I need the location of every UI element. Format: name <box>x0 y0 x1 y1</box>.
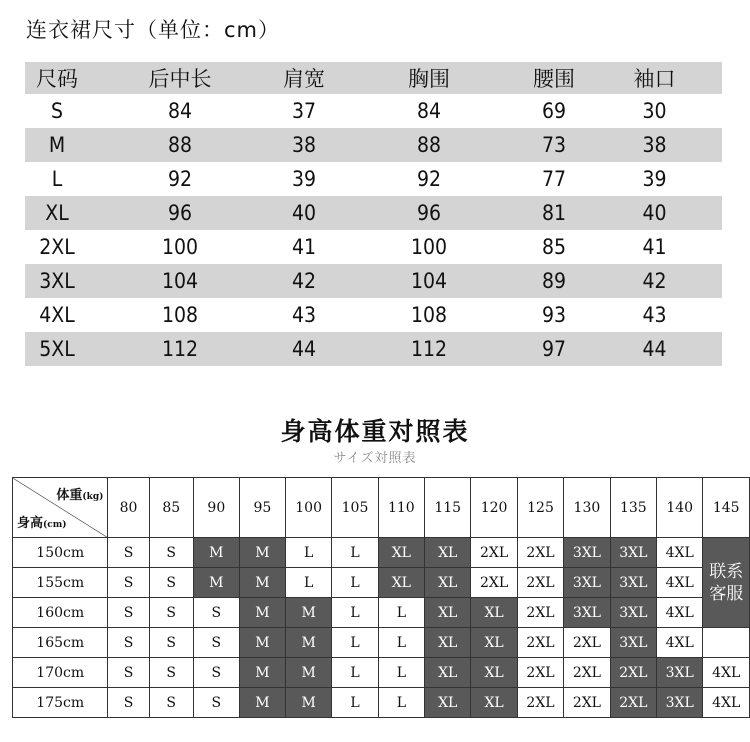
size-recommendation-cell: XL <box>425 538 471 568</box>
size-recommendation-cell: L <box>332 658 378 688</box>
size-recommendation-cell: L <box>378 598 424 628</box>
size-recommendation-cell: M <box>239 628 285 658</box>
size-value-cell: 37 <box>291 99 317 123</box>
size-recommendation-cell: XL <box>471 598 517 628</box>
size-recommendation-cell: S <box>193 688 239 718</box>
weight-header-cell: 145 <box>703 478 750 538</box>
size-recommendation-cell: XL <box>425 688 471 718</box>
height-row <box>13 598 750 628</box>
size-row <box>25 298 722 332</box>
size-recommendation-cell: 2XL <box>610 688 656 718</box>
size-recommendation-cell: XL <box>425 568 471 598</box>
size-recommendation-cell: M <box>239 688 285 718</box>
size-value-cell: 30 <box>642 99 667 123</box>
size-recommendation-cell: M <box>193 538 239 568</box>
size-recommendation-cell: 4XL <box>703 688 750 718</box>
size-recommendation-cell: 3XL <box>564 568 610 598</box>
size-row <box>25 128 722 162</box>
size-chart-title: 连衣裙尺寸（单位：cm） <box>26 18 281 42</box>
size-value-cell: 88 <box>416 133 442 157</box>
height-label-cell: 175cm <box>13 688 108 718</box>
size-recommendation-cell: S <box>149 568 193 598</box>
weight-header-cell: 140 <box>657 478 703 538</box>
size-label-cell: 4XL <box>39 303 75 327</box>
size-recommendation-cell: M <box>193 568 239 598</box>
size-row <box>25 94 722 128</box>
corner-cell <box>13 478 108 538</box>
weight-header-cell: 130 <box>564 478 610 538</box>
size-value-cell: 92 <box>416 167 442 191</box>
size-recommendation-cell: S <box>108 598 149 628</box>
size-recommendation-cell: S <box>149 658 193 688</box>
size-label-cell: 3XL <box>39 269 75 293</box>
size-label-cell: S <box>51 99 63 123</box>
size-recommendation-cell: M <box>239 598 285 628</box>
size-value-cell: 108 <box>410 303 448 327</box>
size-value-cell: 69 <box>541 99 567 123</box>
weight-chart-title: 身高体重对照表 <box>280 417 470 446</box>
size-chart-header-row <box>25 62 722 94</box>
size-recommendation-cell: 3XL <box>657 658 703 688</box>
size-value-cell: 42 <box>291 269 317 293</box>
size-value-cell: 73 <box>541 133 567 157</box>
size-value-cell: 93 <box>541 303 567 327</box>
size-recommendation-cell: 2XL <box>564 628 610 658</box>
size-recommendation-cell: L <box>378 658 424 688</box>
size-label-cell: 2XL <box>39 235 75 259</box>
size-recommendation-cell: 2XL <box>471 568 517 598</box>
size-value-cell: 42 <box>642 269 667 293</box>
size-value-cell: 100 <box>410 235 448 259</box>
size-value-cell: 43 <box>642 303 667 327</box>
size-recommendation-cell: XL <box>425 598 471 628</box>
size-value-cell: 81 <box>541 201 567 225</box>
weight-header-cell: 125 <box>517 478 563 538</box>
size-row <box>25 230 722 264</box>
header-cell: 腰围 <box>533 67 575 91</box>
corner-height-unit: (cm) <box>43 520 67 530</box>
size-recommendation-cell: 2XL <box>517 688 563 718</box>
size-recommendation-cell: 2XL <box>471 538 517 568</box>
size-recommendation-cell: L <box>332 568 378 598</box>
size-recommendation-cell: S <box>149 688 193 718</box>
weight-header-row <box>13 478 750 538</box>
size-value-cell: 40 <box>642 201 667 225</box>
size-recommendation-cell: L <box>332 538 378 568</box>
size-recommendation-cell: M <box>285 598 331 628</box>
size-recommendation-cell: S <box>149 628 193 658</box>
size-recommendation-cell: M <box>285 658 331 688</box>
size-value-cell: 84 <box>167 99 193 123</box>
size-recommendation-cell: S <box>108 658 149 688</box>
height-row <box>13 688 750 718</box>
size-recommendation-cell: S <box>108 538 149 568</box>
header-cell: 胸围 <box>408 67 450 91</box>
size-value-cell: 39 <box>642 167 667 191</box>
size-recommendation-cell: 2XL <box>517 598 563 628</box>
size-recommendation-cell: 2XL <box>517 628 563 658</box>
contact-line: 客服 <box>709 583 744 604</box>
size-recommendation-cell: 3XL <box>564 538 610 568</box>
header-cell: 袖口 <box>633 67 676 91</box>
size-recommendation-cell: XL <box>378 568 424 598</box>
size-recommendation-cell: XL <box>471 688 517 718</box>
size-label-cell: XL <box>45 201 69 225</box>
size-label-cell: M <box>48 133 66 157</box>
size-value-cell: 100 <box>161 235 199 259</box>
height-row <box>13 658 750 688</box>
weight-header-cell: 120 <box>471 478 517 538</box>
size-recommendation-cell: 4XL <box>657 598 703 628</box>
size-value-cell: 41 <box>642 235 667 259</box>
size-label-cell: L <box>51 167 63 191</box>
size-recommendation-cell: 2XL <box>610 658 656 688</box>
size-recommendation-cell: M <box>239 568 285 598</box>
size-recommendation-cell: M <box>285 628 331 658</box>
size-value-cell: 84 <box>416 99 442 123</box>
size-recommendation-cell: XL <box>471 658 517 688</box>
size-value-cell: 89 <box>541 269 567 293</box>
corner-weight-unit: (kg) <box>82 492 104 502</box>
size-recommendation-cell: XL <box>378 538 424 568</box>
height-label-cell: 155cm <box>13 568 108 598</box>
height-label-cell: 165cm <box>13 628 108 658</box>
corner-weight-label: 体重 <box>56 488 83 503</box>
size-value-cell: 96 <box>416 201 442 225</box>
weight-header-cell: 115 <box>425 478 471 538</box>
height-weight-table <box>12 477 750 718</box>
size-recommendation-cell: S <box>149 538 193 568</box>
contact-line: 联系 <box>709 561 744 582</box>
size-recommendation-cell: 3XL <box>610 568 656 598</box>
size-recommendation-cell: XL <box>425 628 471 658</box>
header-cell: 尺码 <box>36 67 78 91</box>
size-recommendation-cell: 3XL <box>610 598 656 628</box>
weight-header-cell: 95 <box>239 478 285 538</box>
height-label-cell: 170cm <box>13 658 108 688</box>
size-recommendation-cell: S <box>193 598 239 628</box>
size-recommendation-cell: 2XL <box>517 658 563 688</box>
size-value-cell: 39 <box>291 167 317 191</box>
weight-header-cell: 80 <box>108 478 149 538</box>
size-recommendation-cell: 3XL <box>610 628 656 658</box>
size-recommendation-cell: 4XL <box>657 538 703 568</box>
size-value-cell: 96 <box>167 201 193 225</box>
size-recommendation-cell: L <box>332 688 378 718</box>
size-recommendation-cell: XL <box>471 628 517 658</box>
size-recommendation-cell: S <box>108 688 149 718</box>
size-recommendation-cell: 3XL <box>657 688 703 718</box>
size-recommendation-cell: S <box>108 568 149 598</box>
weight-header-cell: 85 <box>149 478 193 538</box>
size-recommendation-cell: L <box>378 688 424 718</box>
size-value-cell: 38 <box>291 133 317 157</box>
size-value-cell: 108 <box>161 303 199 327</box>
size-row <box>25 196 722 230</box>
size-value-cell: 104 <box>410 269 448 293</box>
size-value-cell: 112 <box>161 337 199 361</box>
size-value-cell: 112 <box>410 337 448 361</box>
size-value-cell: 44 <box>291 337 317 361</box>
size-value-cell: 77 <box>541 167 567 191</box>
weight-header-cell: 105 <box>332 478 378 538</box>
weight-header-cell: 100 <box>285 478 331 538</box>
weight-chart-subtitle: サイズ対照表 <box>333 451 417 466</box>
size-value-cell: 44 <box>642 337 667 361</box>
size-value-cell: 38 <box>642 133 667 157</box>
size-recommendation-cell: L <box>378 628 424 658</box>
size-recommendation-cell: S <box>193 628 239 658</box>
size-recommendation-cell: 2XL <box>517 538 563 568</box>
header-cell: 后中长 <box>148 67 212 91</box>
size-recommendation-cell: 4XL <box>657 628 703 658</box>
size-recommendation-cell: 4XL <box>703 658 750 688</box>
size-recommendation-cell: M <box>239 538 285 568</box>
weight-header-cell: 110 <box>378 478 424 538</box>
size-recommendation-cell: 2XL <box>517 568 563 598</box>
size-recommendation-cell: S <box>149 598 193 628</box>
size-value-cell: 97 <box>541 337 567 361</box>
size-recommendation-cell: XL <box>425 658 471 688</box>
height-row <box>13 628 750 658</box>
size-recommendation-cell: L <box>332 598 378 628</box>
size-value-cell: 43 <box>291 303 317 327</box>
height-row <box>13 568 750 598</box>
size-row <box>25 162 722 196</box>
height-row <box>13 538 750 568</box>
size-recommendation-cell: M <box>285 688 331 718</box>
size-recommendation-cell: M <box>239 658 285 688</box>
size-recommendation-cell: L <box>285 568 331 598</box>
size-recommendation-cell: 2XL <box>564 658 610 688</box>
size-value-cell: 40 <box>291 201 317 225</box>
corner-height-label: 身高 <box>17 516 44 531</box>
size-recommendation-cell: 4XL <box>657 568 703 598</box>
size-row <box>25 264 722 298</box>
weight-header-cell: 135 <box>610 478 656 538</box>
size-recommendation-cell: S <box>193 658 239 688</box>
size-value-cell: 92 <box>167 167 193 191</box>
height-label-cell: 150cm <box>13 538 108 568</box>
size-label-cell: 5XL <box>39 337 75 361</box>
size-recommendation-cell: L <box>285 538 331 568</box>
contact-service-cell <box>703 538 750 628</box>
size-value-cell: 104 <box>161 269 199 293</box>
size-value-cell: 85 <box>541 235 567 259</box>
height-label-cell: 160cm <box>13 598 108 628</box>
size-recommendation-cell: L <box>332 628 378 658</box>
size-row <box>25 332 722 366</box>
size-recommendation-cell: 2XL <box>564 688 610 718</box>
header-cell: 肩宽 <box>283 67 325 91</box>
size-chart-table <box>25 62 722 366</box>
size-recommendation-cell: S <box>108 628 149 658</box>
size-recommendation-cell <box>703 628 750 658</box>
size-value-cell: 41 <box>291 235 317 259</box>
size-recommendation-cell: 3XL <box>564 598 610 628</box>
size-recommendation-cell: 3XL <box>610 538 656 568</box>
weight-header-cell: 90 <box>193 478 239 538</box>
size-value-cell: 88 <box>167 133 193 157</box>
